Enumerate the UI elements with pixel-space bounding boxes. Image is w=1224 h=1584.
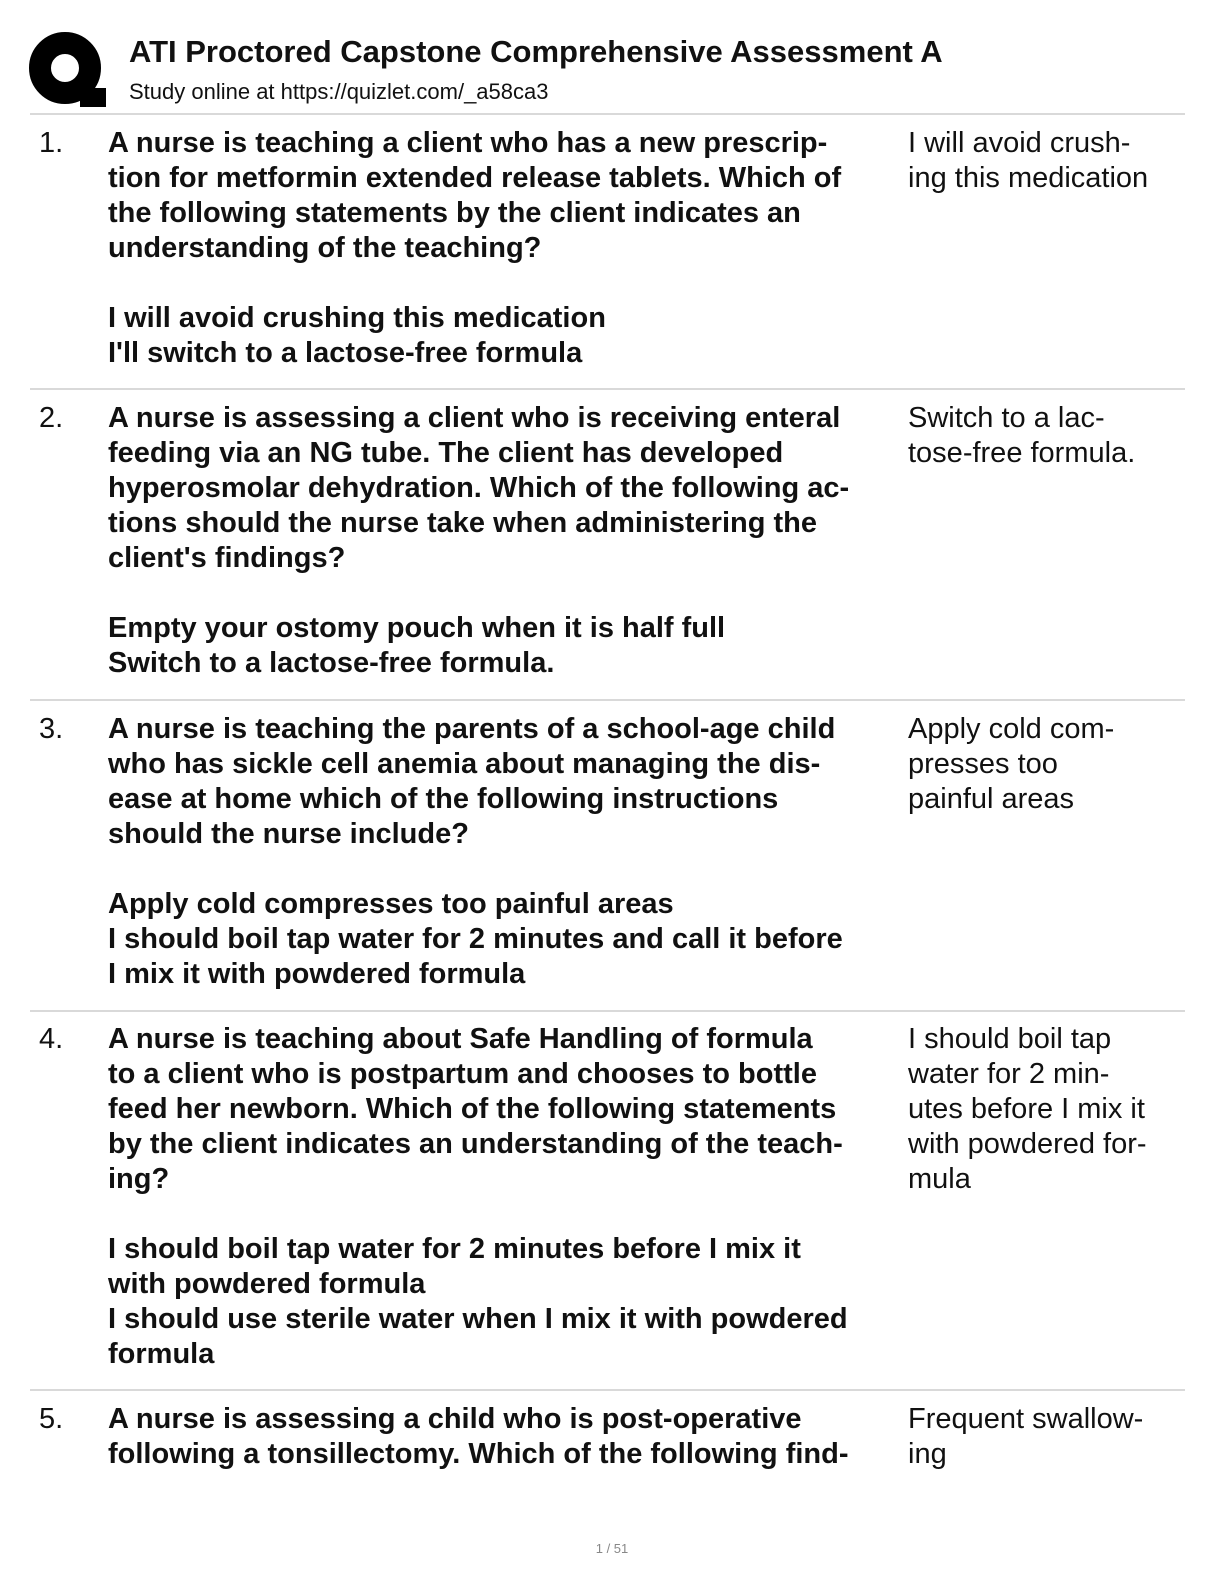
question-line: A nurse is assessing a client who is receiving enteral: [108, 402, 841, 434]
answer-line: ing this medication: [908, 162, 1149, 194]
option-line: I'll switch to a lactose-free formula: [108, 337, 583, 369]
question-line: ease at home which of the following instructions: [108, 783, 779, 815]
option-line: I will avoid crushing this medication: [108, 302, 606, 334]
question-line: should the nurse include?: [108, 818, 469, 850]
option-line: I should use sterile water when I mix it with powdered: [108, 1303, 848, 1335]
option-line: Switch to a lactose-free formula.: [108, 647, 555, 679]
question-text: [108, 1402, 908, 1472]
answer-line: tose-free formula.: [908, 437, 1136, 469]
answer-text: [908, 1402, 1188, 1472]
question-line: tion for metformin extended release tablets. Which of: [108, 162, 842, 194]
answer-line: ing: [908, 1438, 947, 1470]
question-line: A nurse is teaching a client who has a new prescrip-: [108, 127, 828, 159]
study-online-link-text[interactable]: Study online at https://quizlet.com/_a58ca3: [129, 79, 549, 104]
question-line: feeding via an NG tube. The client has developed: [108, 437, 784, 469]
option-line: Apply cold compresses too painful areas: [108, 888, 674, 920]
answer-line: painful areas: [908, 783, 1075, 815]
card-number: 1.: [39, 127, 64, 159]
document-title: ATI Proctored Capstone Comprehensive Assessment A: [129, 34, 943, 69]
question-line: feed her newborn. Which of the following statements: [108, 1093, 837, 1125]
option-line: I should boil tap water for 2 minutes and call it before: [108, 923, 843, 955]
question-text: [108, 712, 908, 992]
option-line: I should boil tap water for 2 minutes before I mix it: [108, 1233, 801, 1265]
answer-line: I should boil tap: [908, 1023, 1112, 1055]
quizlet-logo-icon: [28, 30, 108, 110]
question-line: to a client who is postpartum and chooses to bottle: [108, 1058, 817, 1090]
answer-line: with powdered for-: [908, 1128, 1147, 1160]
answer-text: [908, 1022, 1188, 1197]
card-number: 3.: [39, 713, 64, 745]
question-line: the following statements by the client indicates an: [108, 197, 801, 229]
answer-line: presses too: [908, 748, 1058, 780]
question-text: [108, 126, 908, 371]
question-line: tions should the nurse take when administering the: [108, 507, 817, 539]
option-line: Empty your ostomy pouch when it is half full: [108, 612, 726, 644]
question-line: hyperosmolar dehydration. Which of the following ac-: [108, 472, 850, 504]
option-line: with powdered formula: [108, 1268, 426, 1300]
answer-line: Frequent swallow-: [908, 1403, 1144, 1435]
question-text: [108, 401, 908, 681]
answer-line: I will avoid crush-: [908, 127, 1131, 159]
question-line: client's findings?: [108, 542, 346, 574]
divider: [30, 388, 1185, 390]
question-line: who has sickle cell anemia about managing the dis-: [108, 748, 821, 780]
question-line: ing?: [108, 1163, 170, 1195]
divider: [30, 1010, 1185, 1012]
divider: [30, 1389, 1185, 1391]
option-line: I mix it with powdered formula: [108, 958, 526, 990]
answer-text: [908, 126, 1188, 196]
page-indicator: 1 / 51: [595, 1541, 629, 1556]
answer-line: Switch to a lac-: [908, 402, 1105, 434]
answer-line: Apply cold com-: [908, 713, 1115, 745]
question-line: A nurse is teaching about Safe Handling of formula: [108, 1023, 813, 1055]
card-number: 2.: [39, 402, 64, 434]
question-line: A nurse is assessing a child who is post-operative: [108, 1403, 802, 1435]
divider: [30, 113, 1185, 115]
question-line: by the client indicates an understanding of the teach-: [108, 1128, 843, 1160]
answer-text: [908, 712, 1188, 817]
card-number: 5.: [39, 1403, 64, 1435]
page-header: [28, 30, 1188, 110]
option-line: formula: [108, 1338, 215, 1370]
answer-line: water for 2 min-: [908, 1058, 1110, 1090]
answer-line: mula: [908, 1163, 971, 1195]
question-line: A nurse is teaching the parents of a school-age child: [108, 713, 836, 745]
answer-text: [908, 401, 1188, 471]
question-text: [108, 1022, 908, 1372]
question-line: understanding of the teaching?: [108, 232, 542, 264]
answer-line: utes before I mix it: [908, 1093, 1145, 1125]
card-number: 4.: [39, 1023, 64, 1055]
question-line: following a tonsillectomy. Which of the following find-: [108, 1438, 849, 1470]
divider: [30, 699, 1185, 701]
